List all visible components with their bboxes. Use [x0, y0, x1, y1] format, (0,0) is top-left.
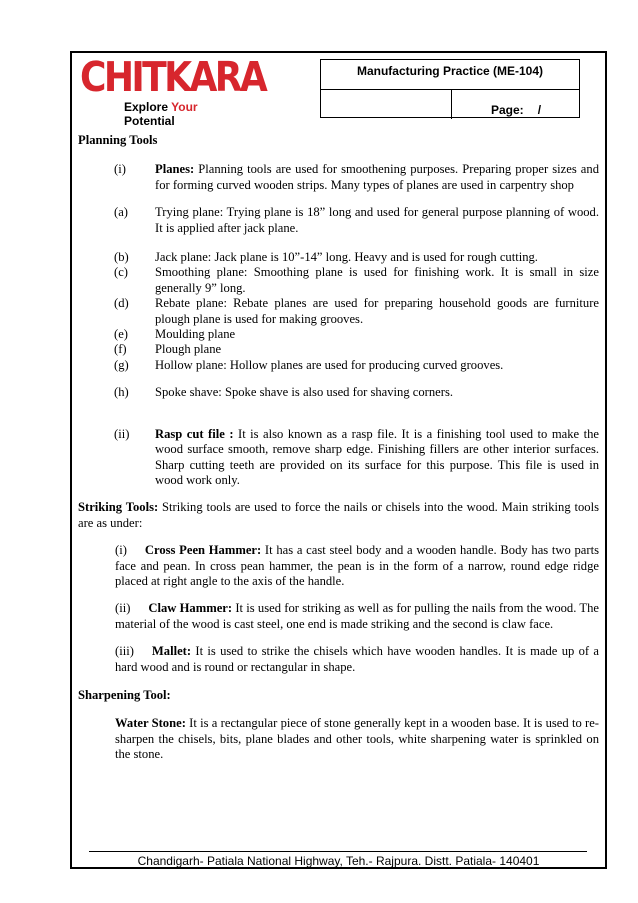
- footer-address: Chandigarh- Patiala National Highway, Teh.- Rajpura. Distt. Patiala- 140401: [137, 854, 540, 868]
- page-cell: [321, 90, 579, 119]
- plane-list-item: (b) Jack plane: Jack plane is 10”-14” long. Heavy and is used for rough cutting.: [114, 250, 538, 265]
- logo-tagline: Explore Your Potential: [124, 100, 198, 128]
- striking-tools-paragraph: Striking Tools: Striking tools are used to force the nails or chisels into the wood. Main striking tools are as under:: [78, 500, 599, 530]
- striking-item: (ii) Claw Hammer: It is used for striking as well as for pulling the nails from the wood. The material of the wood is cast steel, one end is made striking and the second is claw face.: [115, 601, 599, 631]
- header-box: [320, 59, 580, 118]
- rasp-file-item: (ii) Rasp cut file : It is also known as a rasp file. It is a finishing tool used to make the wood surface smooth, remove sharp edge. Finishing fillers are other interior surfaces. Sharp cutting teeth are provided on its surface for this purpose. This file is used in wood work only.: [114, 426, 599, 487]
- striking-item: (i) Cross Peen Hammer: It has a cast steel body and a wooden handle. Body has two parts face and pean. In cross pean hammer, the pean is in the form of a narrow, round edge ridge placed at right angle to the axis of the handle.: [115, 543, 599, 588]
- page-number: Page: /: [491, 103, 542, 117]
- plane-list-item: (c) Smoothing plane: Smoothing plane is used for finishing work. It is small in size generally 9” long.: [114, 265, 599, 295]
- plane-list-item: (a) Trying plane: Trying plane is 18” long and used for general purpose planning of wood. It is applied after jack plane.: [114, 205, 599, 235]
- footer-rule: [89, 851, 587, 852]
- sharpening-tool-heading: Sharpening Tool:: [78, 687, 171, 702]
- plane-list-item: (h) Spoke shave: Spoke shave is also used for shaving corners.: [114, 385, 453, 400]
- plane-list-item: (e) Moulding plane: [114, 327, 236, 342]
- planes-item: (i) Planes: Planning tools are used for smoothening purposes. Preparing proper sizes and for forming curved wooden strips. Many types of planes are used in carpentry shop: [114, 162, 599, 192]
- striking-item: (iii) Mallet: It is used to strike the chisels which have wooden handles. It is made up of a hard wood and is round or rectangular in shape.: [115, 644, 599, 674]
- plane-list-item: (g) Hollow plane: Hollow planes are used for producing curved grooves.: [114, 357, 504, 372]
- logo-wordmark: CHITKARA: [80, 53, 266, 101]
- water-stone-item: Water Stone: It is a rectangular piece of stone generally kept in a wooden base. It is used to re-sharpen the chisels, bits, plane blades and other tools, white sharpening water is sprinkled on the stone.: [115, 716, 599, 762]
- planning-tools-heading: Planning Tools: [78, 133, 158, 147]
- chitkara-logo: [80, 53, 266, 128]
- header-divider: [451, 90, 452, 119]
- plane-list-item: (d) Rebate plane: Rebate planes are used for preparing household goods are furniture plough plane is used for making grooves.: [114, 296, 599, 326]
- page-content: [78, 133, 599, 763]
- plane-list-item: (f) Plough plane: [114, 342, 222, 357]
- course-title: Manufacturing Practice (ME-104): [321, 60, 579, 90]
